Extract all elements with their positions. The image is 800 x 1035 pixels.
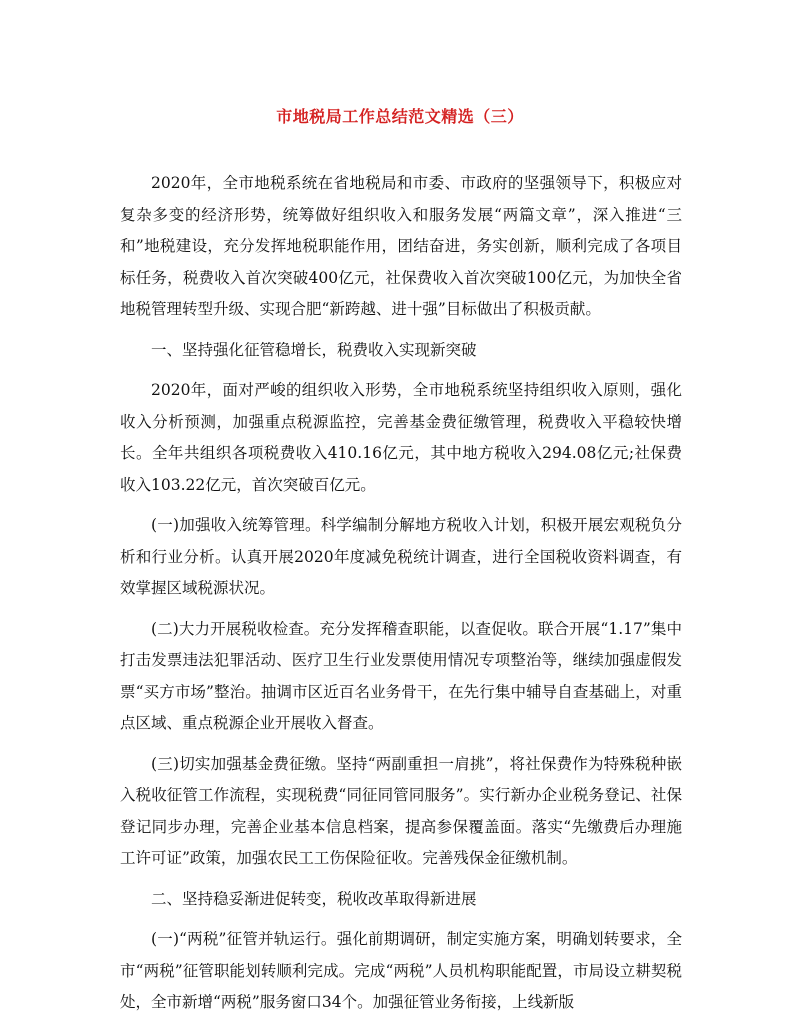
section-heading-1: 一、坚持强化征管稳增长，税费收入实现新突破 [151,340,477,359]
paragraph-item-1-3: (三)切实加强基金费征缴。坚持“两副重担一肩挑”，将社保费作为特殊税种嵌入税收征管工作流程，实现税费“同征同管同服务”。实行新办企业税务登记、社保登记同步办理，完善企业基本信息档案，提高参保覆盖面。落实“先缴费后办理施工许可证”政策，加强农民工工伤保险征收。完善残保金征缴机制。 [120,754,682,867]
document-title: 市地税局工作总结范文精选（三） [276,107,524,126]
section-heading-2: 二、坚持稳妥渐进促转变，税收改革取得新进展 [151,889,477,908]
paragraph-item-1-2: (二)大力开展税收检查。充分发挥稽查职能，以查促收。联合开展“1.17”集中打击发票违法犯罪活动、医疗卫生行业发票使用情况专项整治等，继续加强虚假发票“买方市场”整治。抽调市区近百名业务骨干，在先行集中辅导自查基础上，对重点区域、重点税源企业开展收入督查。 [120,619,682,732]
paragraph-intro: 2020年，全市地税系统在省地税局和市委、市政府的坚强领导下，积极应对复杂多变的经济形势，统筹做好组织收入和服务发展“两篇文章”，深入推进“三和”地税建设，充分发挥地税职能作用，团结奋进，务实创新，顺利完成了各项目标任务，税费收入首次突破400亿元，社保费收入首次突破100亿元，为加快全省地税管理转型升级、实现合肥“新跨越、进十强”目标做出了积极贡献。 [120,174,682,318]
paragraph-item-1-1: (一)加强收入统筹管理。科学编制分解地方税收入计划，积极开展宏观税负分析和行业分析。认真开展2020年度减免税统计调查，进行全国税收资料调查，有效掌握区域税源状况。 [120,516,682,597]
paragraph-item-2-1: (一)“两税”征管并轨运行。强化前期调研，制定实施方案，明确划转要求，全市“两税”征管职能划转顺利完成。完成“两税”人员机构职能配置，市局设立耕契税处，全市新增“两税”服务窗口34个。加强征管业务衔接，上线新版 [120,930,682,1011]
paragraph-section-1: 2020年，面对严峻的组织收入形势，全市地税系统坚持组织收入原则，强化收入分析预测，加强重点税源监控，完善基金费征缴管理，税费收入平稳较快增长。全年共组织各项税费收入410.16亿元，其中地方税收入294.08亿元;社保费收入103.22亿元，首次突破百亿元。 [120,381,682,494]
document-body [120,168,682,1028]
